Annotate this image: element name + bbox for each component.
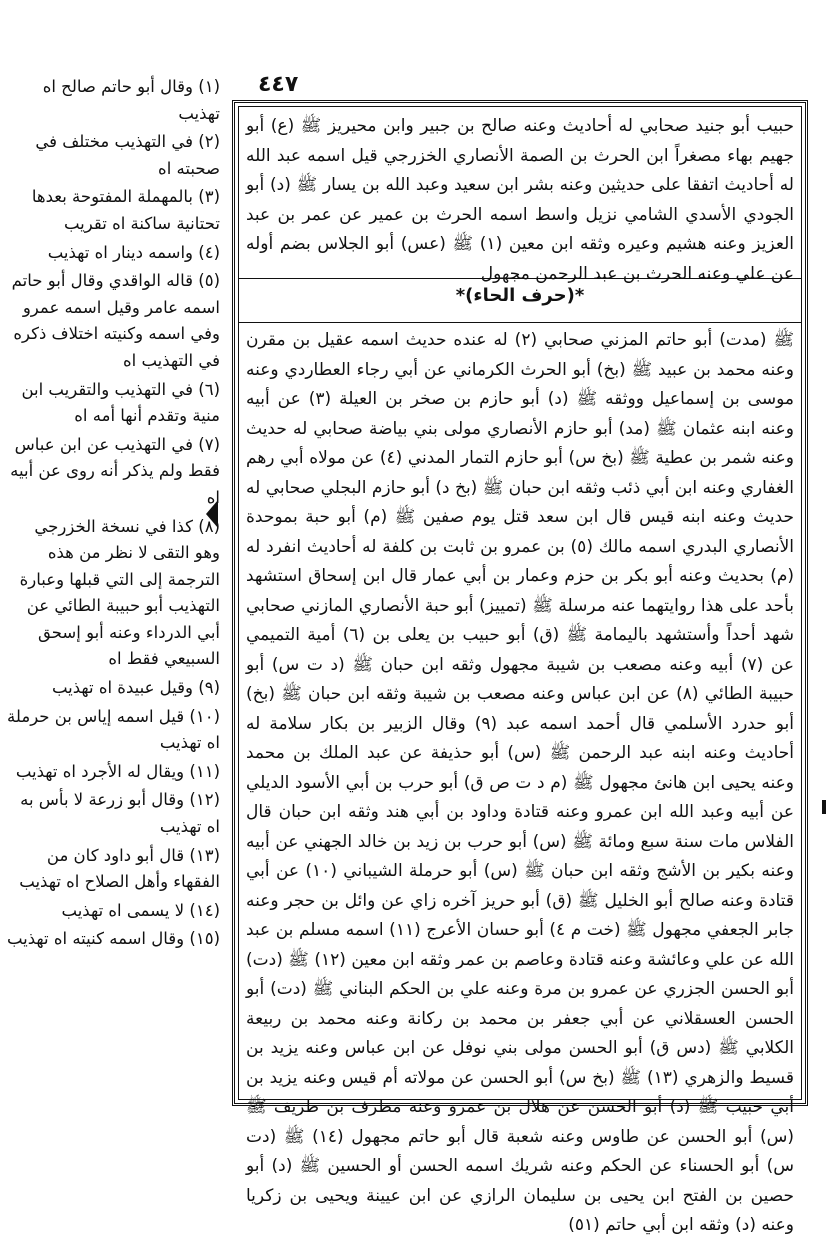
footnote: (١) وقال أبو حاتم صالح اه تهذيب xyxy=(42,77,220,123)
footnote: (١٠) قيل اسمه إياس بن حرملة اه تهذيب xyxy=(7,706,220,753)
section-rule-top xyxy=(238,278,802,279)
footnotes-column xyxy=(6,74,220,955)
footnote: (٣) بالمهملة المفتوحة بعدها تحتانية ساكنة اه تقريب xyxy=(31,187,220,233)
margin-tick-mark xyxy=(822,800,826,814)
footnote: (١١) ويقال له الأجرد اه تهذيب xyxy=(15,761,220,781)
margin-arrow-mark xyxy=(206,500,218,528)
footnote: (١٤) لا يسمى اه تهذيب xyxy=(61,900,220,920)
footnote: (٧) في التهذيب عن ابن عباس فقط ولم يذكر أنه روى عن أبيه اه xyxy=(10,434,220,507)
footnote: (٩) وقيل عبيدة اه تهذيب xyxy=(51,678,220,698)
section-rule-bottom xyxy=(238,322,802,323)
footnote: (١٢) وقال أبو زرعة لا بأس به اه تهذيب xyxy=(20,790,220,837)
footnote: (٦) في التهذيب والتقريب ابن منية وتقدم أنها أمه اه xyxy=(21,379,220,426)
page-number: ٤٤٧ xyxy=(258,72,299,97)
footnote: (٢) في التهذيب مختلف في صحبته اه xyxy=(35,132,220,178)
footnote: (٨) كذا في نسخة الخزرجي وهو التقى لا نظر من هذه الترجمة إلى التي قبلها وعبارة التهذيب أبو حبيبة الطائي عن أبي الدرداء وعنه أبو إسحق السبيعي فقط اه xyxy=(19,516,220,669)
footnote: (٥) قاله الواقدي وقال أبو حاتم اسمه عامر وقيل اسمه عمرو وفي اسمه وكنيته اختلاف ذكره في التهذيب اه xyxy=(11,271,220,370)
footnote: (٤) واسمه دينار اه تهذيب xyxy=(47,242,220,262)
section-heading: *(حرف الحاء)* xyxy=(455,285,585,306)
main-text-block-top: حبيب أبو جنيد صحابي له أحاديث وعنه صالح بن جبير وابن محيريز ﷺ (ع) أبو جهيم بهاء مصغراً ابن الحرث بن الصمة الأنصاري الخزرجي قيل اسمه عبد الله له أحاديث اتفقا على حديثين وعنه بشر ابن سعيد وعبد الله بن يسار ﷺ (د) أبو الجودي الأسدي الشامي نزيل واسط اسمه الحرث بن عمير عن عمر بن عبد العزيز وعنه هشيم وعيره وثقه ابن معين (١) ﷺ (عس) أبو الجلاس بضم أوله عن علي وعنه الحرث بن عبد الرحمن مجهول xyxy=(246,116,794,284)
footnote: (١٣) قال أبو داود كان من الفقهاء وأهل الصلاح اه تهذيب xyxy=(19,845,220,892)
footnote: (١٥) وقال اسمه كنيته اه تهذيب xyxy=(6,929,220,949)
main-text-block-bottom: ﷺ (مدت) أبو حاتم المزني صحابي (٢) له عنده حديث اسمه عقيل بن مقرن وعنه محمد بن عبيد ﷺ (بخ) أبو الحرث الكرماني عن أبي رجاء العطاردي وعنه موسى بن إسماعيل ووثقه ﷺ (د) أبو حازم بن صخر بن العيلة (٣) عن أبيه وعنه ابنه عثمان ﷺ (مد) أبو حازم الأنصاري مولى بني بياضة صحابي له حديث وعنه شمر بن عطية ﷺ (بخ س) أبو حازم التمار المدني (٤) عن مولاه أبي رهم الغفاري وعنه ابن أبي ذئب وثقه ابن حبان ﷺ (بخ د) أبو حازم البجلي صحابي له حديث وعنه ابنه قيس قال ابن سعد قتل يوم صفين ﷺ (م) أبو حبة بموحدة الأنصاري البدري اسمه مالك (٥) بن عمرو بن ثابت بن كلفة له أحاديث انفرد له (م) بحديث وعنه أبو بكر بن حزم وعمار بن أبي عمار قال ابن إسحاق استشهد بأحد على هذا روايتهما عنه مرسلة ﷺ (تمييز) أبو حبة الأنصاري المازني صحابي شهد أحداً وأستشهد باليمامة ﷺ (ق) أبو حبيب بن يعلى بن (٦) أمية التميمي عن (٧) أبيه وعنه مصعب بن شيبة مجهول وثقه ابن حبان ﷺ (د ت س) أبو حبيبة الطائي (٨) عن ابن عباس وعنه مصعب بن شيبة وثقه ابن حبان ﷺ (بخ) أبو حدرد الأسلمي قال أحمد اسمه عبد (٩) وقال الزبير بن بكار سلامة له أحاديث وعنه ابنه عبد الرحمن ﷺ (س) أبو حذيفة عن عبد الملك بن محمد وعنه يحيى ابن هانئ مجهول ﷺ (م د ت ص ق) أبو حرب بن أبي الأسود الديلي عن أبيه وعبد الله ابن عمرو وعنه قتادة وداود بن أبي هند وثقه ابن حبان قال الفلاس مات سنة سبع ومائة ﷺ (س) أبو حرب بن زيد بن خالد الجهني عن أبيه وعنه بكير بن الأشج وثقه ابن حبان ﷺ (س) أبو حرملة الشيباني (١٠) عن أبي قتادة وعنه صالح أبو الخليل ﷺ (ق) أبو حريز آخره زاي عن وائل بن حجر وعنه جابر الجعفي مجهول ﷺ (خت م ٤) أبو حسان الأعرج (١١) اسمه مسلم بن عبد الله عن علي وعائشة وعنه قتادة وعاصم بن عمر وثقه ابن معين (١٢) ﷺ (دت) أبو الحسن الجزري عن عمرو بن مرة وعنه علي بن الحكم البناني ﷺ (دت) أبو الحسن العسقلاني عن أبي جعفر بن محمد بن ركانة وعنه محمد بن ربيعة الكلابي ﷺ (دس ق) أبو الحسن مولى بني نوفل عن ابن عباس وعنه يزيد بن قسيط والزهري (١٣) ﷺ (بخ س) أبو الحسن عن مولاته أم قيس وعنه يزيد بن أبي حبيب ﷺ (د) أبو الحسن عن هلال بن عمرو وعنه مطرف بن طريف ﷺ (س) أبو الحسن عن طاوس وعنه شعبة قال أبو حاتم مجهول (١٤) ﷺ (دت س) أبو الحسناء عن الحكم وعنه شريك اسمه الحسن أو الحسين ﷺ (د) أبو حصين بن الفتح ابن يحيى بن سليمان الرازي عن ابن عيينة ويحيى بن زكريا وعنه (د) وثقه ابن أبي حاتم (٥١) xyxy=(246,330,795,1235)
